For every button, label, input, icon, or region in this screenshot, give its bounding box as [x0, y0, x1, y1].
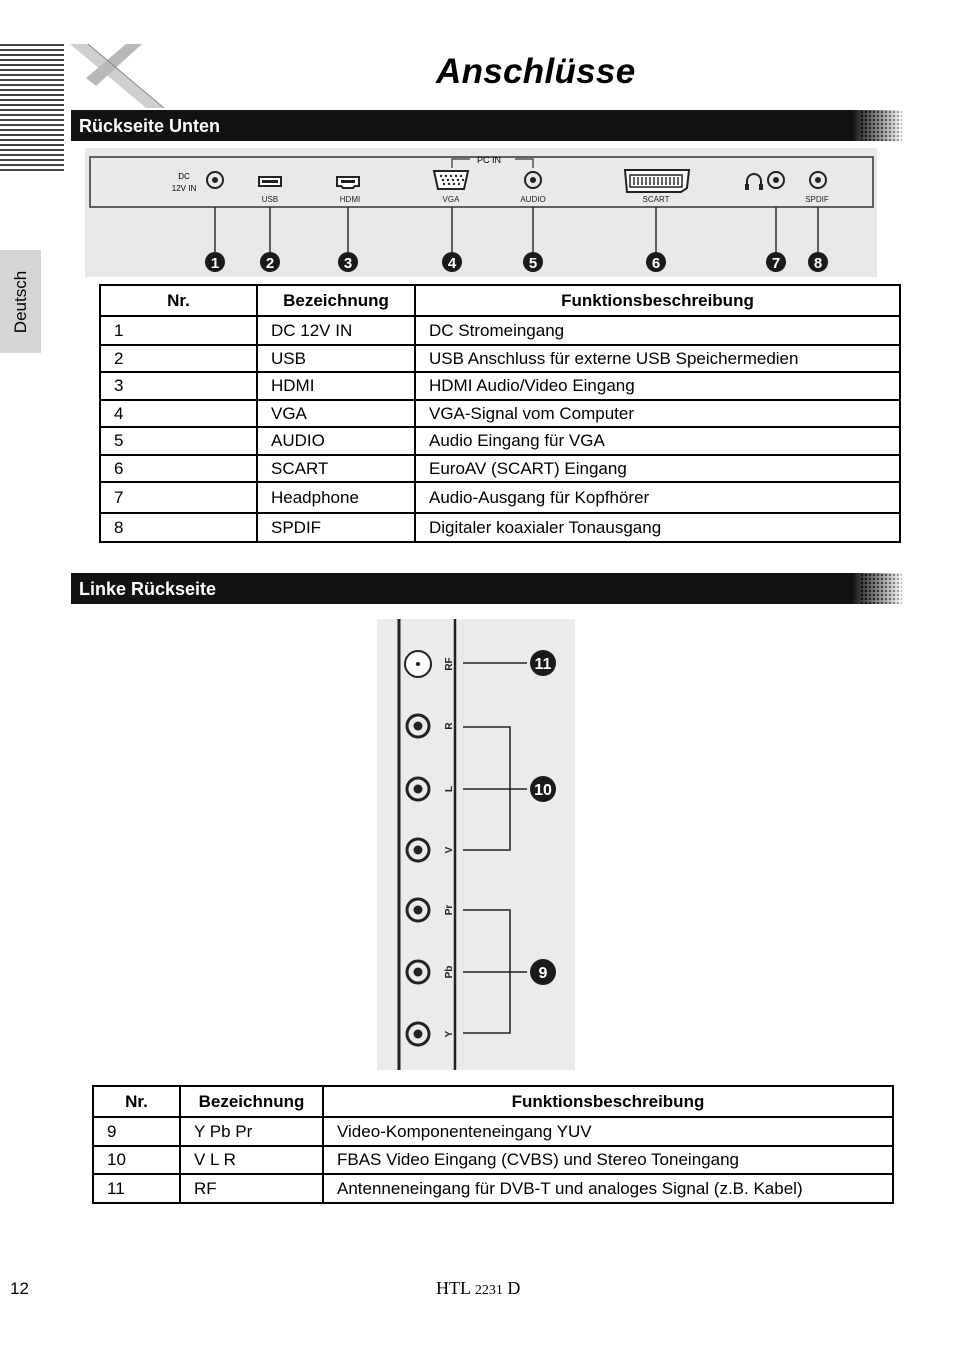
jack-label: Y — [444, 1030, 455, 1038]
language-label: Deutsch — [10, 270, 30, 333]
port-label: HDMI — [339, 195, 361, 204]
left-rear-connector-diagram — [377, 619, 575, 1070]
jack-label: V — [444, 846, 455, 854]
jack-label: R — [444, 722, 455, 730]
table-row — [100, 513, 900, 542]
section-title: Rückseite Unten — [79, 116, 221, 136]
jack-label: Pb — [444, 965, 455, 979]
vga-port-icon — [434, 171, 468, 189]
page-title: Anschlüsse — [436, 52, 636, 91]
port-label: VGA — [442, 195, 460, 204]
callout-marker-label: 11 — [534, 656, 552, 673]
table-header-row — [93, 1086, 893, 1117]
header-bezeichnung: Bezeichnung — [257, 285, 415, 316]
section-header-left-rear — [71, 573, 902, 604]
section-header-rear-bottom — [71, 110, 902, 141]
cell-funktion: USB Anschluss für externe USB Speichermedien — [415, 345, 900, 372]
table-row — [93, 1146, 893, 1174]
cell-funktion: Digitaler koaxialer Tonausgang — [415, 513, 900, 542]
cell-bezeichnung: SPDIF — [257, 513, 415, 542]
number-marker-label: 4 — [447, 255, 457, 272]
table-row — [100, 316, 900, 345]
model-prefix: HTL — [436, 1278, 475, 1298]
cell-funktion: Audio Eingang für VGA — [415, 427, 900, 455]
number-marker-label: 8 — [813, 255, 823, 272]
callout-marker-label: 9 — [538, 965, 548, 982]
cell-nr: 5 — [100, 427, 257, 455]
rear-bottom-table — [99, 284, 901, 543]
table-header-row — [100, 285, 900, 316]
jack-label: Pr — [444, 904, 455, 916]
cell-bezeichnung: DC 12V IN — [257, 316, 415, 345]
language-tab — [0, 250, 41, 353]
table-row — [100, 427, 900, 455]
jack-label: L — [444, 785, 455, 793]
cell-bezeichnung: RF — [180, 1174, 323, 1203]
cell-nr: 2 — [100, 345, 257, 372]
number-marker-label: 5 — [528, 255, 538, 272]
number-marker-label: 6 — [651, 255, 661, 272]
port-label: USB — [261, 195, 279, 204]
section-bar-dots — [860, 573, 902, 604]
cell-nr: 11 — [93, 1174, 180, 1203]
number-marker-label: 2 — [265, 255, 275, 272]
model-suffix: D — [502, 1278, 521, 1298]
cell-nr: 8 — [100, 513, 257, 542]
header-funktion: Funktionsbeschreibung — [415, 285, 900, 316]
left-rear-table — [92, 1085, 894, 1204]
cell-funktion: Video-Komponenteneingang YUV — [323, 1117, 893, 1146]
brand-logo — [66, 38, 176, 112]
section-title: Linke Rückseite — [79, 579, 217, 599]
number-marker-label: 1 — [210, 255, 220, 272]
cell-nr: 4 — [100, 400, 257, 427]
rear-bottom-connector-diagram — [85, 148, 877, 277]
cell-funktion: HDMI Audio/Video Eingang — [415, 372, 900, 400]
cell-nr: 10 — [93, 1146, 180, 1174]
header-nr: Nr. — [100, 285, 257, 316]
cell-nr: 7 — [100, 482, 257, 513]
header-stripes — [0, 44, 64, 172]
jack-label: RF — [444, 657, 455, 671]
cell-bezeichnung: AUDIO — [257, 427, 415, 455]
port-label-dc-12v: 12V IN — [171, 184, 197, 193]
table-row — [100, 400, 900, 427]
table-row — [100, 482, 900, 513]
cell-nr: 3 — [100, 372, 257, 400]
cell-nr: 9 — [93, 1117, 180, 1146]
table-row — [100, 345, 900, 372]
cell-funktion: DC Stromeingang — [415, 316, 900, 345]
table-row — [100, 455, 900, 482]
cell-bezeichnung: V L R — [180, 1146, 323, 1174]
cell-bezeichnung: SCART — [257, 455, 415, 482]
cell-nr: 6 — [100, 455, 257, 482]
port-label: AUDIO — [520, 195, 546, 204]
cell-funktion: FBAS Video Eingang (CVBS) und Stereo Toneingang — [323, 1146, 893, 1174]
section-bar-dots — [860, 110, 902, 141]
cell-funktion: Antenneneingang für DVB-T und analoges Signal (z.B. Kabel) — [323, 1174, 893, 1203]
table-row — [100, 372, 900, 400]
cell-bezeichnung: Y Pb Pr — [180, 1117, 323, 1146]
header-nr: Nr. — [93, 1086, 180, 1117]
usb-port-icon — [259, 177, 281, 186]
cell-bezeichnung: VGA — [257, 400, 415, 427]
cell-funktion: VGA-Signal vom Computer — [415, 400, 900, 427]
model-number: 2231 — [474, 1283, 503, 1298]
page-number: 12 — [10, 1279, 29, 1298]
cell-bezeichnung: Headphone — [257, 482, 415, 513]
port-label: SCART — [642, 195, 670, 204]
cell-funktion: Audio-Ausgang für Kopfhörer — [415, 482, 900, 513]
number-marker-label: 3 — [343, 255, 353, 272]
scart-port-icon — [625, 170, 689, 192]
port-label-dc: DC — [178, 172, 190, 181]
footer-model — [436, 1278, 520, 1299]
port-label: SPDIF — [805, 195, 829, 204]
header-funktion: Funktionsbeschreibung — [323, 1086, 893, 1117]
table-row — [93, 1174, 893, 1203]
cell-nr: 1 — [100, 316, 257, 345]
cell-bezeichnung: HDMI — [257, 372, 415, 400]
callout-marker-label: 10 — [534, 782, 552, 799]
pc-in-label: PC IN — [476, 155, 502, 165]
hdmi-port-icon — [337, 177, 359, 188]
number-marker-label: 7 — [771, 255, 781, 272]
table-row — [93, 1117, 893, 1146]
cell-bezeichnung: USB — [257, 345, 415, 372]
header-bezeichnung: Bezeichnung — [180, 1086, 323, 1117]
cell-funktion: EuroAV (SCART) Eingang — [415, 455, 900, 482]
rf-connector-icon — [405, 651, 431, 677]
